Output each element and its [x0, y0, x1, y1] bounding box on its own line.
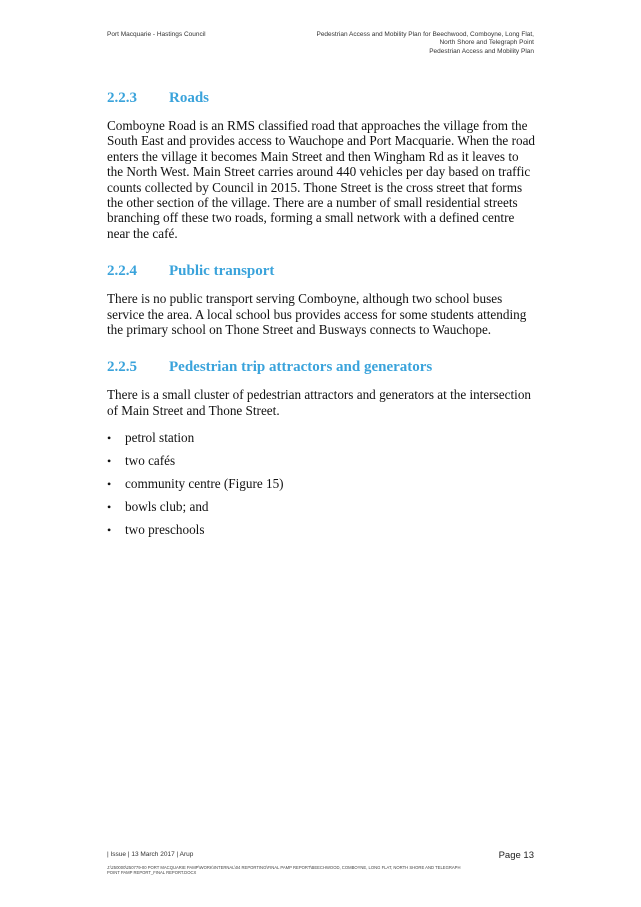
page-body: [107, 88, 537, 545]
section-title: Pedestrian trip attractors and generators: [169, 359, 433, 376]
section-heading: [107, 261, 537, 281]
section-number: 2.2.5: [107, 359, 137, 376]
list-item: [107, 430, 537, 446]
bullet-icon: •: [107, 477, 112, 492]
list-item: [107, 522, 537, 538]
paragraph: Comboyne Road is an RMS classified road that approaches the village from the South East and provides access to Wauchope and Port Macquarie. When the road enters the village it becomes Main Street and then Wingham Rd as it leaves to the North West. Main Street carries around 440 vehicles per day based on traffic counts collected by Council in 2015. Thone Street is the cross street that forms the other section of the village. There are a number of small residential streets branching off these two roads, forming a small network with a defined centre near the café.: [107, 118, 536, 241]
header-title-line: North Shore and Telegraph Point: [439, 39, 534, 47]
header-council-name: Port Macquarie - Hastings Council: [107, 31, 206, 38]
section-heading: [107, 88, 537, 108]
list-item-text: bowls club; and: [125, 499, 209, 514]
paragraph: There is no public transport serving Comboyne, although two school buses service the area. A local school bus provides access for some students attending the primary school on Thone Street and Busways connects to Wauchope.: [107, 291, 527, 338]
bullet-icon: •: [107, 500, 112, 514]
paragraph: There is a small cluster of pedestrian attractors and generators at the intersection of Main Street and Thone Street.: [107, 387, 532, 418]
bullet-icon: •: [107, 431, 112, 446]
page-number: Page 13: [498, 850, 534, 861]
section-roads: [107, 88, 537, 241]
section-title: Roads: [169, 90, 210, 106]
bullet-icon: •: [107, 454, 112, 469]
list-item: [107, 476, 537, 492]
section-public-transport: [107, 261, 537, 337]
list-item: [107, 453, 537, 469]
header-title-line: Pedestrian Access and Mobility Plan for Beechwood, Comboyne, Long Flat,: [316, 31, 534, 38]
header-document-title: [274, 31, 534, 56]
section-heading: [107, 357, 537, 377]
list-item-text: two preschools: [125, 521, 205, 537]
header-title-line: Pedestrian Access and Mobility Plan: [429, 47, 534, 55]
list-item: [107, 499, 537, 515]
list-item-text: two cafés: [125, 453, 176, 469]
section-number: 2.2.4: [107, 263, 137, 280]
footer-issue-info: | Issue | 13 March 2017 | Arup: [107, 851, 194, 858]
list-item-text: community centre (Figure 15): [125, 476, 284, 492]
bullet-icon: •: [107, 522, 112, 537]
section-number: 2.2.3: [107, 90, 137, 106]
section-trip-attractors: [107, 357, 537, 538]
bullet-list: [107, 430, 537, 538]
footer-file-path: J:\250000\250779-00 PORT MACQUARIE PAMP\WORK\INTERNAL\04 REPORTING\FINAL PAMP REPORT\BEECHWOOD, COMBOYNE, LONG FLAT, NORTH SHORE AND TELEGRAPH POINT PAMP REPORT_FINAL REPORT.DOCX: [107, 865, 461, 876]
list-item-text: petrol station: [125, 430, 195, 446]
section-title: Public transport: [169, 263, 275, 280]
